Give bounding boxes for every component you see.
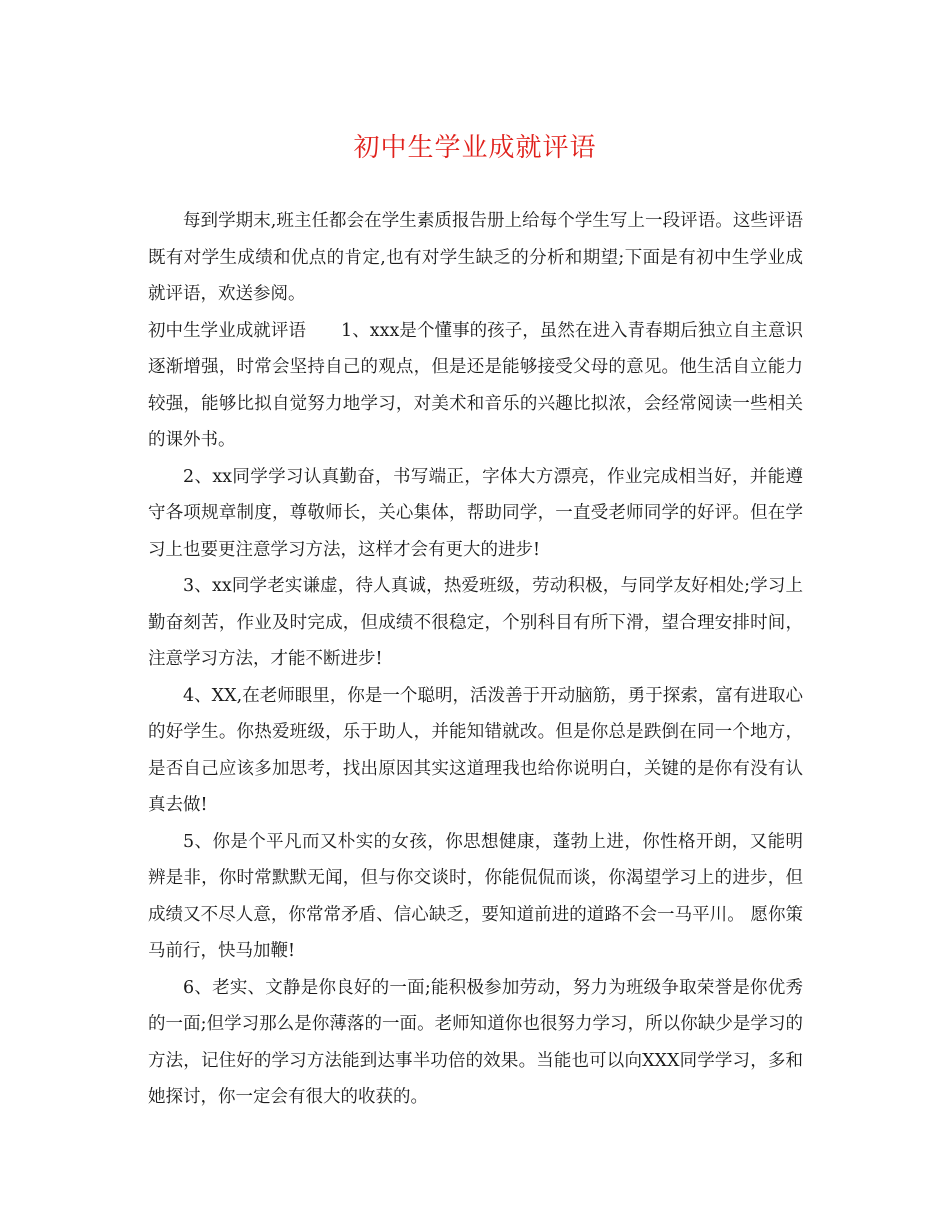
paragraph-comment-2: 2、xx同学学习认真勤奋，书写端正，字体大方漂亮，作业完成相当好，并能遵守各项规章制度，尊敬师长，关心集体，帮助同学，一直受老师同学的好评。但在学习上也要更注意学习方法，这样才会有更大的进步!: [148, 466, 803, 560]
document-body: [148, 203, 803, 1116]
paragraph-comment-4: 4、XX,在老师眼里，你是一个聪明，活泼善于开动脑筋，勇于探索，富有进取心的好学生。你热爱班级，乐于助人，并能知错就改。但是你总是跌倒在同一个地方，是否自己应该多加思考，找出原因其实这道理我也给你说明白，关键的是你有没有认真去做!: [148, 685, 803, 815]
paragraph-intro: 每到学期末,班主任都会在学生素质报告册上给每个学生写上一段评语。这些评语既有对学生成绩和优点的肯定,也有对学生缺乏的分析和期望;下面是有初中生学业成就评语，欢送参阅。: [148, 211, 803, 304]
page-title: 初中生学业成就评语: [353, 133, 597, 163]
paragraph-comment-1: 初中生学业成就评语 1、xxx是个懂事的孩子，虽然在进入青春期后独立自主意识逐渐增强，时常会坚持自己的观点，但是还是能够接受父母的意见。他生活自立能力较强，能够比拟自觉努力地学习，对美术和音乐的兴趣比拟浓，会经常阅读一些相关的课外书。: [148, 320, 803, 450]
paragraph-comment-3: 3、xx同学老实谦虚，待人真诚，热爱班级，劳动积极，与同学友好相处;学习上勤奋刻苦，作业及时完成，但成绩不很稳定，个别科目有所下滑，望合理安排时间，注意学习方法，才能不断进步!: [148, 576, 803, 669]
paragraph-comment-6: 6、老实、文静是你良好的一面;能积极参加劳动，努力为班级争取荣誉是你优秀的一面;但学习那么是你薄落的一面。老师知道你也很努力学习，所以你缺少是学习的方法，记住好的学习方法能到达事半功倍的效果。当能也可以向XXX同学学习，多和她探讨，你一定会有很大的收获的。: [148, 977, 803, 1107]
paragraph-comment-5: 5、你是个平凡而又朴实的女孩，你思想健康，蓬勃上进，你性格开朗，又能明辨是非，你时常默默无闻，但与你交谈时，你能侃侃而谈，你渴望学习上的进步，但成绩又不尽人意，你常常矛盾、信心缺乏，要知道前进的道路不会一马平川。 愿你策马前行，快马加鞭!: [148, 831, 803, 961]
